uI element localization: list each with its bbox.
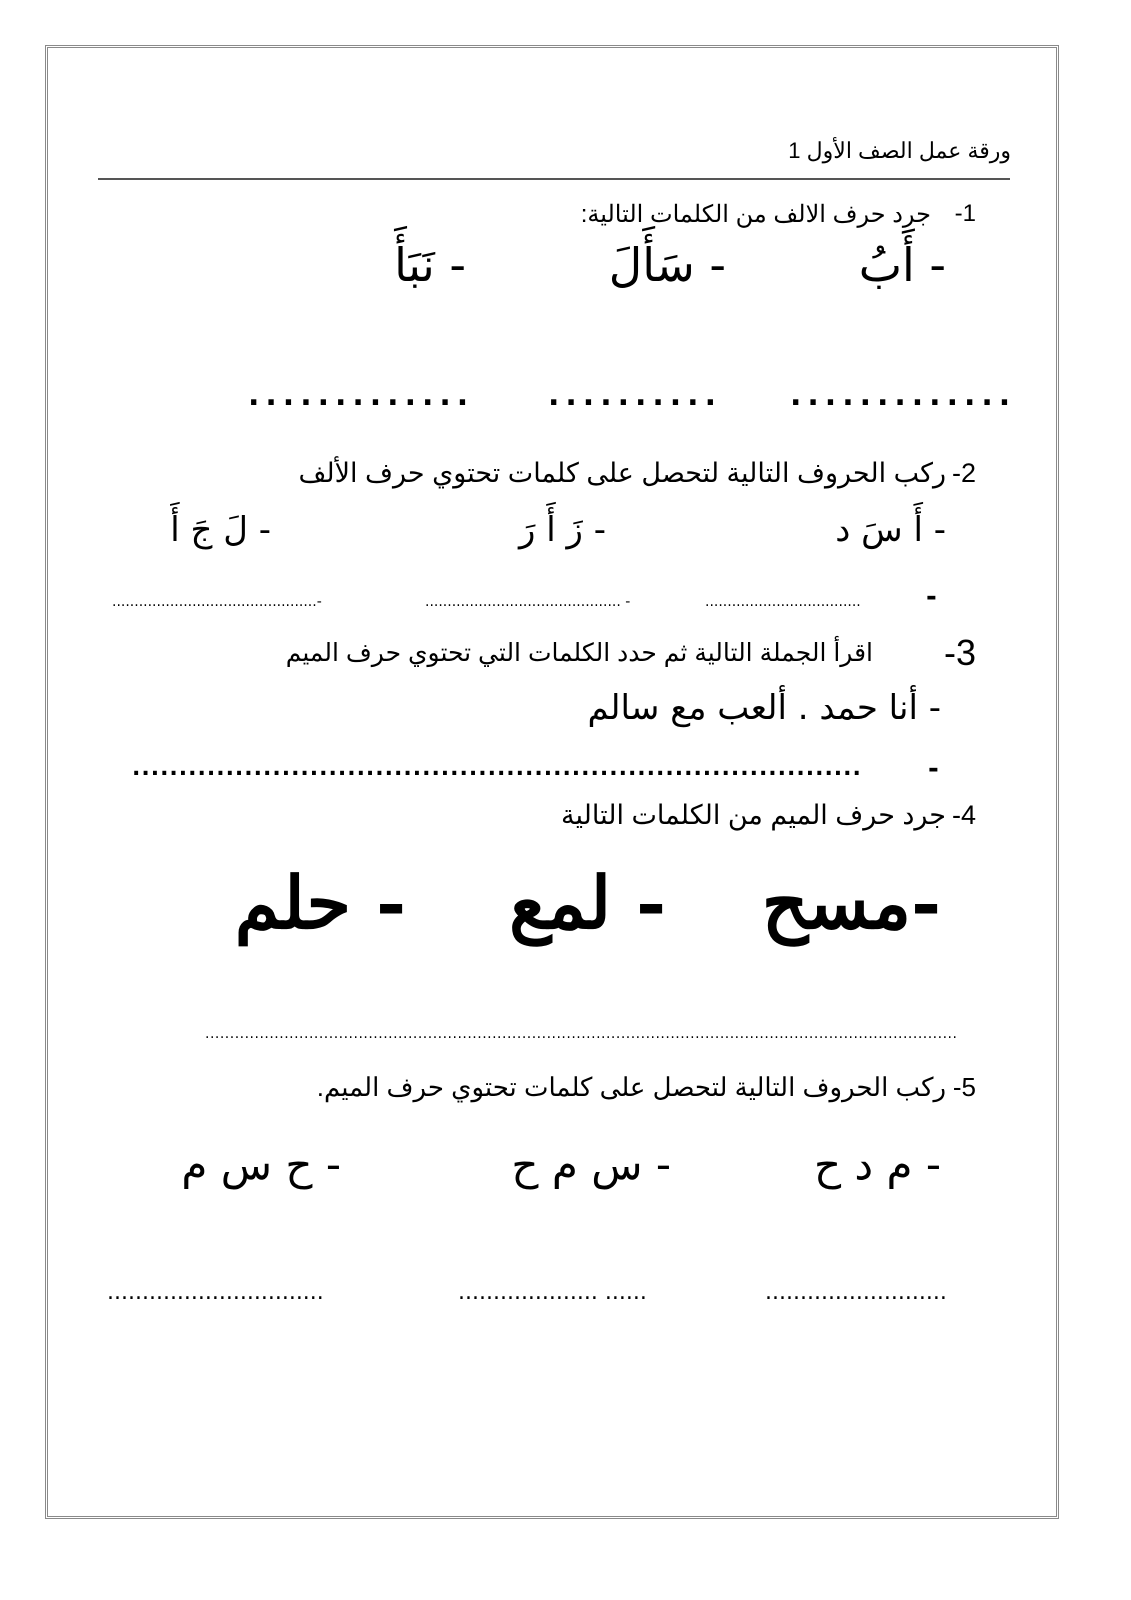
question-2-item-2: - زَ أَ رَ [519, 510, 606, 550]
question-1-number: 1- [954, 200, 976, 227]
question-4-item-1: -مسح [761, 860, 941, 945]
question-1-item-1: - أَبُ [858, 238, 946, 292]
question-5-item-1: - م د ح [813, 1140, 941, 1189]
question-5-answer-line-1[interactable]: .......................... [765, 1280, 947, 1305]
question-2-number: 2- [951, 458, 976, 488]
question-4-prompt: جرد حرف الميم من الكلمات التالية [561, 800, 946, 830]
question-5-answer-line-2[interactable]: .................... ...... [458, 1280, 647, 1305]
question-3-prompt: اقرأ الجملة التالية ثم حدد الكلمات التي تحتوي حرف الميم [285, 639, 873, 667]
question-5-item-3: - ح س م [181, 1140, 341, 1189]
question-1-answer-line-1[interactable]: ............. [790, 378, 1017, 413]
question-5-answer-line-3[interactable]: ............................... [107, 1280, 324, 1305]
title-divider [98, 178, 1010, 180]
question-2-answer-line-2[interactable]: ............................................ - [425, 594, 631, 610]
question-2-answer-line-1[interactable]: ................................... [705, 594, 861, 610]
question-4-number: 4- [951, 800, 976, 830]
question-3-answer-line[interactable]: .............................................................................. [132, 756, 862, 781]
question-4-item-3: - حلم [234, 860, 406, 945]
question-2-answer-line-3[interactable]: ..............................................- [112, 594, 322, 610]
question-1-answer-line-2[interactable]: .......... [548, 378, 722, 413]
question-5-prompt: ركب الحروف التالية لتحصل على كلمات تحتوي حرف الميم. [316, 1072, 946, 1102]
question-1-item-2: - سَأَلَ [608, 238, 726, 292]
question-2-prompt: ركب الحروف التالية لتحصل على كلمات تحتوي حرف الألف [298, 458, 946, 488]
question-1-answer-line-3[interactable]: ............. [248, 378, 475, 413]
question-3-number: 3- [943, 632, 976, 673]
worksheet-title: ورقة عمل الصف الأول 1 [788, 138, 1011, 163]
question-4-item-2: - لمع [509, 860, 666, 945]
question-2-answer-dash: - [926, 582, 937, 612]
question-1-prompt: جرد حرف الالف من الكلمات التالية: [580, 201, 931, 228]
question-3-answer-dash: - [928, 754, 939, 784]
question-4-answer-line[interactable]: ........................................................................................................................................................ [205, 1026, 958, 1042]
question-5-number: 5- [952, 1072, 976, 1102]
question-3-sentence: - أنا حمد . ألعب مع سالم [587, 688, 941, 728]
question-2-item-3: - لَ جَ أَ [170, 510, 271, 550]
question-5-item-2: - س م ح [511, 1140, 671, 1189]
question-2-item-1: - أَ سَ د [835, 510, 946, 550]
question-1-item-3: - نَبَأَ [394, 238, 466, 292]
